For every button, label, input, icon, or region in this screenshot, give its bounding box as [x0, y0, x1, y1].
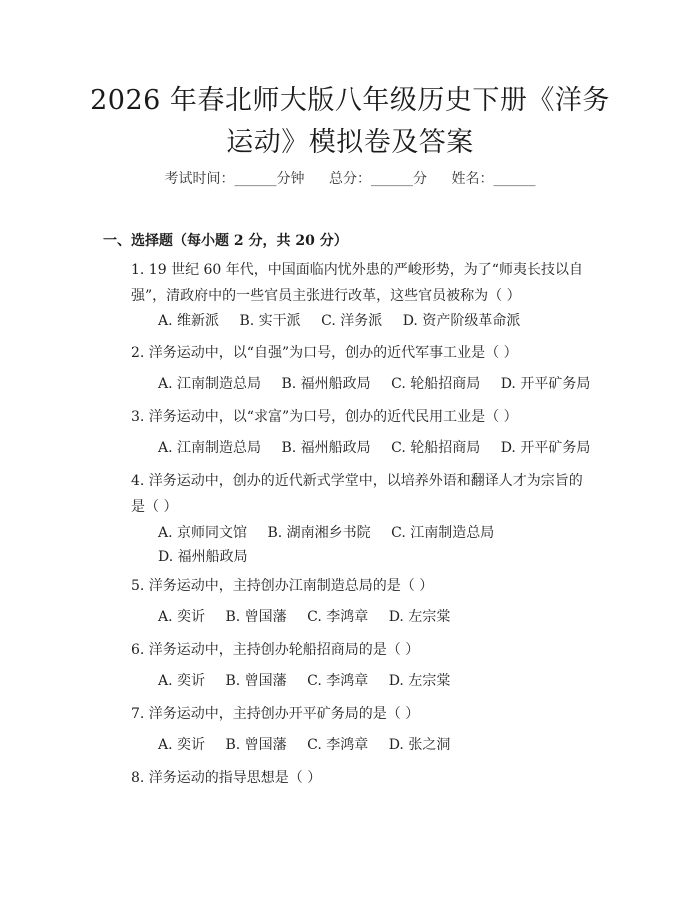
option-b: B. 曾国藩 — [225, 673, 287, 689]
option-d: D. 资产阶级革命派 — [402, 313, 521, 329]
option-a: A. 江南制造总局 — [158, 440, 262, 456]
option-a: A. 京师同文馆 — [158, 525, 248, 541]
question-5 — [103, 573, 595, 599]
question-text: 4. 洋务运动中，创办的近代新式学堂中，以培养外语和翻译人才为宗旨的是（ ） — [131, 473, 583, 515]
question-text: 1. 19 世纪 60 年代，中国面临内忧外患的严峻形势，为了“师夷长技以自强”，清政府中的一些官员主张进行改革，这些官员被称为（ ） — [131, 262, 583, 304]
question-3-options — [103, 436, 595, 460]
student-name: 姓名：______ — [451, 171, 536, 187]
question-2-options — [103, 372, 595, 396]
exam-time: 考试时间：______分钟 — [164, 171, 305, 187]
total-score: 总分：______分 — [329, 171, 427, 187]
option-c: C. 洋务派 — [321, 313, 383, 329]
option-b: B. 福州船政局 — [281, 376, 371, 392]
question-5-options — [103, 605, 595, 629]
option-a: A. 江南制造总局 — [158, 376, 262, 392]
question-text: 6. 洋务运动中，主持创办轮船招商局的是（ ） — [131, 642, 420, 658]
question-6 — [103, 637, 595, 663]
question-text: 8. 洋务运动的指导思想是（ ） — [131, 770, 322, 786]
question-7-options — [103, 733, 595, 757]
question-3 — [103, 404, 595, 430]
question-1-options — [103, 309, 595, 333]
option-b: B. 湖南湘乡书院 — [267, 525, 371, 541]
option-d: D. 左宗棠 — [388, 673, 451, 689]
option-b: B. 曾国藩 — [225, 737, 287, 753]
question-7 — [103, 701, 595, 727]
option-a: A. 维新派 — [158, 313, 220, 329]
section-heading: 一、选择题（每小题 2 分，共 20 分） — [103, 233, 348, 249]
question-4-options — [103, 521, 595, 569]
option-d: D. 福州船政局 — [158, 549, 248, 565]
document-title: 2026 年春北师大版八年级历史下册《洋务运动》模拟卷及答案 — [90, 85, 610, 158]
question-text: 5. 洋务运动中，主持创办江南制造总局的是（ ） — [131, 578, 434, 594]
option-d: D. 张之洞 — [388, 737, 451, 753]
option-d: D. 左宗棠 — [388, 609, 451, 625]
question-text: 2. 洋务运动中，以“自强”为口号，创办的近代军事工业是（ ） — [131, 345, 518, 361]
option-d: D. 开平矿务局 — [500, 440, 591, 456]
option-b: B. 实干派 — [239, 313, 301, 329]
option-a: A. 奕䜣 — [158, 609, 206, 625]
option-c: C. 轮船招商局 — [391, 376, 481, 392]
option-b: B. 曾国藩 — [225, 609, 287, 625]
question-text: 7. 洋务运动中，主持创办开平矿务局的是（ ） — [131, 706, 420, 722]
option-a: A. 奕䜣 — [158, 737, 206, 753]
question-1 — [103, 257, 595, 309]
exam-info — [0, 168, 700, 188]
question-text: 3. 洋务运动中，以“求富”为口号，创办的近代民用工业是（ ） — [131, 409, 518, 425]
option-a: A. 奕䜣 — [158, 673, 206, 689]
option-c: C. 李鸿章 — [307, 737, 369, 753]
option-c: C. 李鸿章 — [307, 609, 369, 625]
option-b: B. 福州船政局 — [281, 440, 371, 456]
question-6-options — [103, 669, 595, 693]
option-d: D. 开平矿务局 — [500, 376, 591, 392]
option-c: C. 李鸿章 — [307, 673, 369, 689]
option-c: C. 轮船招商局 — [391, 440, 481, 456]
option-c: C. 江南制造总局 — [391, 525, 495, 541]
question-4 — [103, 468, 595, 520]
question-8 — [103, 765, 595, 791]
question-2 — [103, 340, 595, 366]
